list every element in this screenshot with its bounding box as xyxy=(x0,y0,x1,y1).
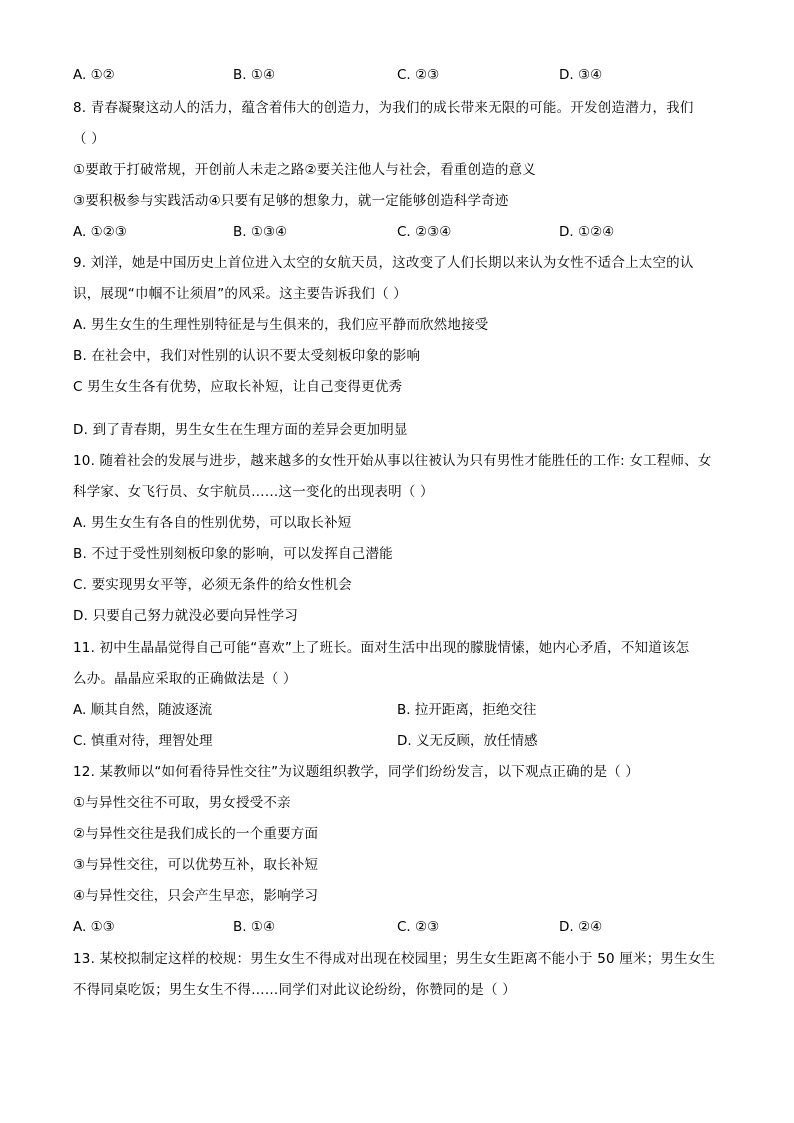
q9-option-b: B. 在社会中，我们对性别的认识不要太受刻板印象的影响 xyxy=(73,348,421,364)
q8-stem-line-1: 8. 青春凝聚这动人的活力，蕴含着伟大的创造力，为我们的成长带来无限的可能。开发创造潜力，我们 xyxy=(73,100,694,116)
q7-option-a: A. ①② xyxy=(73,67,115,83)
q11-option-c: C. 慎重对待，理智处理 xyxy=(73,733,213,749)
q8-stem-line-2: （ ） xyxy=(73,131,105,147)
q8-option-b: B. ①③④ xyxy=(233,224,288,240)
q12-statement-3: ③与异性交往，可以优势互补，取长补短 xyxy=(73,857,319,873)
q8-option-d: D. ①②④ xyxy=(559,224,615,240)
q10-option-c: C. 要实现男女平等，必须无条件的给女性机会 xyxy=(73,577,352,593)
q7-option-c: C. ②③ xyxy=(397,67,440,83)
q12-statement-1: ①与异性交往不可取，男女授受不亲 xyxy=(73,795,291,811)
q11-option-b: B. 拉开距离，拒绝交往 xyxy=(397,702,537,718)
q10-option-b: B. 不过于受性别刻板印象的影响，可以发挥自己潜能 xyxy=(73,546,393,562)
q11-option-a: A. 顺其自然，随波逐流 xyxy=(73,702,213,718)
q12-option-d: D. ②④ xyxy=(559,919,603,935)
q12-statement-2: ②与异性交往是我们成长的一个重要方面 xyxy=(73,826,319,842)
q11-option-d: D. 义无反顾，放任情感 xyxy=(397,733,538,749)
q12-option-a: A. ①③ xyxy=(73,919,115,935)
q7-option-b: B. ①④ xyxy=(233,67,276,83)
q9-option-a: A. 男生女生的生理性别特征是与生俱来的，我们应平静而欣然地接受 xyxy=(73,317,489,333)
q11-stem-line-1: 11. 初中生晶晶觉得自己可能“喜欢”上了班长。面对生活中出现的朦胧情愫，她内心矛盾，不知道该怎 xyxy=(73,640,690,656)
q8-option-a: A. ①②③ xyxy=(73,224,127,240)
q12-stem: 12. 某教师以“如何看待异性交往”为议题组织教学，同学们纷纷发言，以下观点正确的是（ ） xyxy=(73,764,640,780)
q9-stem-line-1: 9. 刘洋，她是中国历史上首位进入太空的女航天员，这改变了人们长期以来认为女性不适合上太空的认 xyxy=(73,255,694,271)
q8-statement-1: ①要敢于打破常规，开创前人未走之路②要关注他人与社会，看重创造的意义 xyxy=(73,162,537,178)
q7-option-d: D. ③④ xyxy=(559,67,603,83)
q12-option-b: B. ①④ xyxy=(233,919,276,935)
q12-statement-4: ④与异性交往，只会产生早恋，影响学习 xyxy=(73,888,319,904)
q10-stem-line-1: 10. 随着社会的发展与进步，越来越多的女性开始从事以往被认为只有男性才能胜任的工作: 女工程师、女 xyxy=(73,453,712,469)
q10-option-d: D. 只要自己努力就没必要向异性学习 xyxy=(73,608,299,624)
q9-option-c: C 男生女生各有优势，应取长补短，让自己变得更优秀 xyxy=(73,379,403,395)
q9-stem-line-2: 识，展现“巾帼不让须眉”的风采。这主要告诉我们（ ） xyxy=(73,286,407,302)
q12-option-c: C. ②③ xyxy=(397,919,440,935)
q9-option-d: D. 到了青春期，男生女生在生理方面的差异会更加明显 xyxy=(73,422,408,438)
q11-stem-line-2: 么办。晶晶应采取的正确做法是（ ） xyxy=(73,671,297,687)
q10-option-a: A. 男生女生有各自的性别优势，可以取长补短 xyxy=(73,515,352,531)
q8-statement-2: ③要积极参与实践活动④只要有足够的想象力，就一定能够创造科学奇迹 xyxy=(73,193,509,209)
q13-stem-line-2: 不得同桌吃饭；男生女生不得……同学们对此议论纷纷，你赞同的是（ ） xyxy=(73,982,516,998)
q13-stem-line-1: 13. 某校拟制定这样的校规：男生女生不得成对出现在校园里；男生女生距离不能小于 50 厘米；男生女生 xyxy=(73,951,716,967)
q8-option-c: C. ②③④ xyxy=(397,224,452,240)
q10-stem-line-2: 科学家、女飞行员、女宇航员……这一变化的出现表明（ ） xyxy=(73,484,434,500)
